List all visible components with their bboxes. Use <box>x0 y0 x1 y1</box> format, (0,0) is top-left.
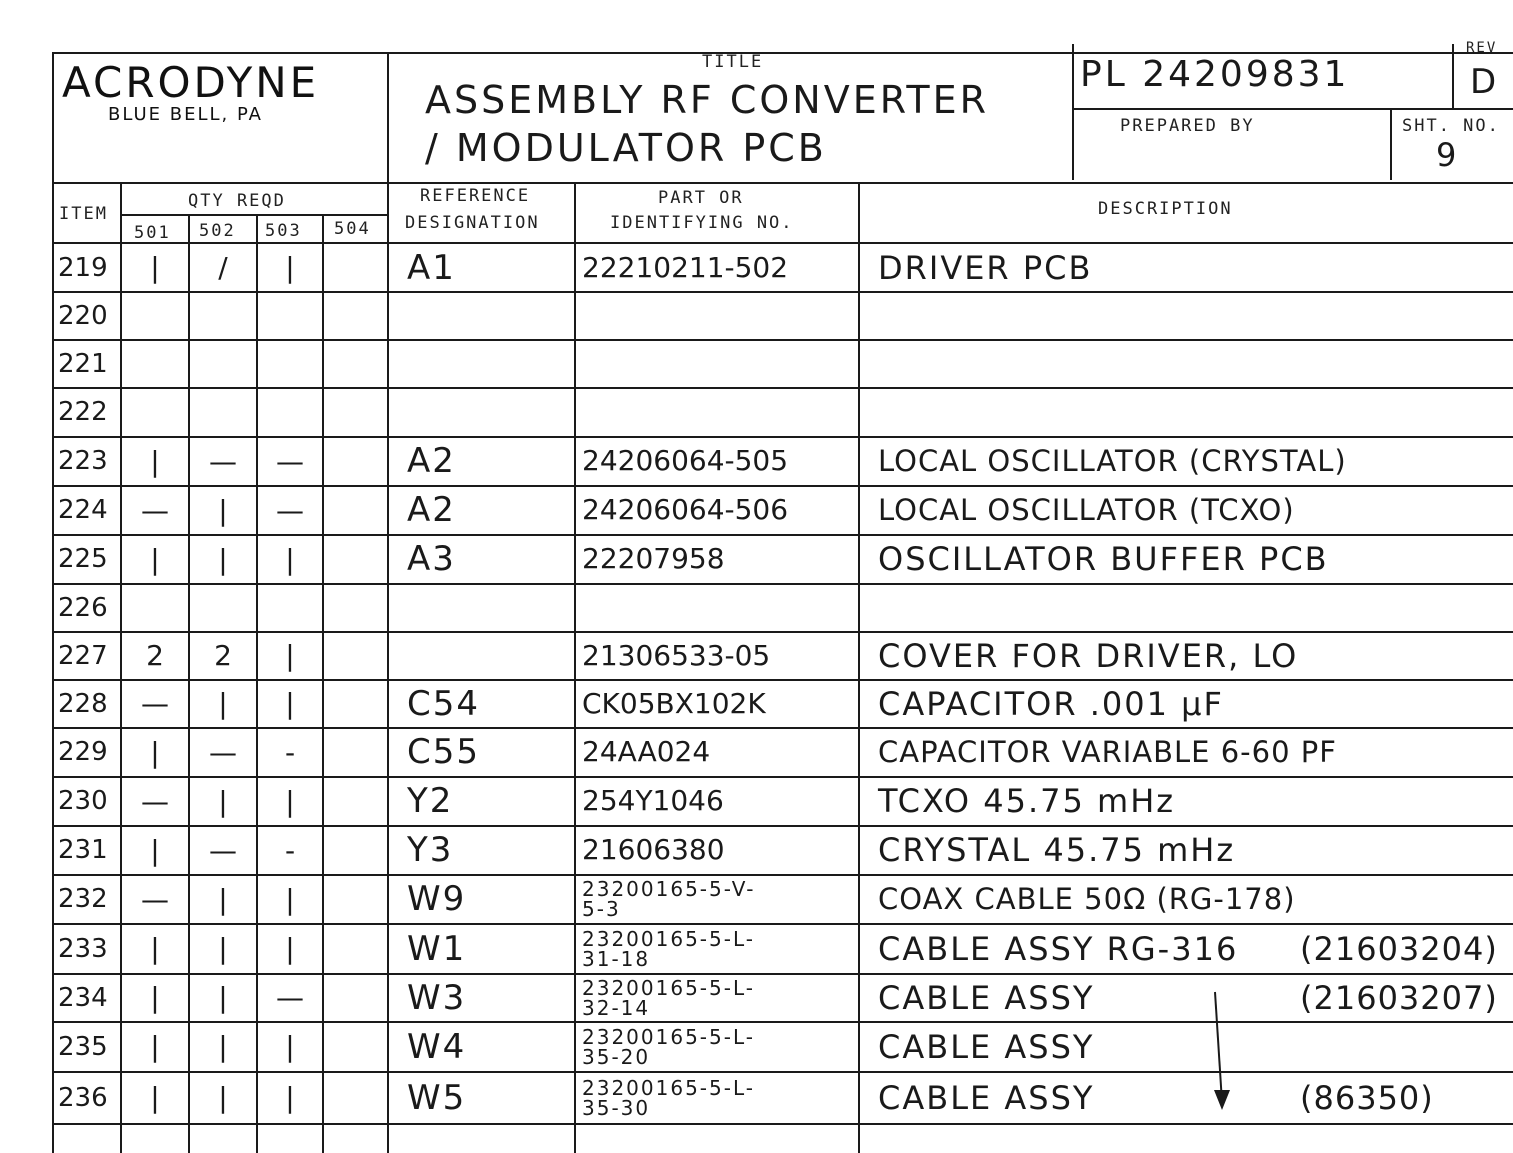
row-228-q504-cell <box>324 680 387 727</box>
row-231-q503-cell: - <box>284 833 296 867</box>
row-231-part-cell: 21606380 <box>582 833 725 866</box>
row-229-q503-cell: - <box>284 735 296 769</box>
row-234-q504-cell <box>324 974 387 1021</box>
company-name: ACRODYNE <box>62 58 320 107</box>
row-230-q501-cell: — <box>141 784 169 818</box>
row-223-ref-cell: A2 <box>407 441 456 481</box>
row-233-q502-cell: | <box>218 932 228 965</box>
row-236-part-cell: 23200165-5-L- 35-30 <box>582 1075 755 1120</box>
row-229-q501-cell: | <box>150 735 160 769</box>
header-bottom-line <box>52 182 1513 184</box>
row-224-q502-cell: | <box>218 493 228 527</box>
row-220-q501-cell <box>122 292 188 339</box>
row-227-item-cell: 227 <box>58 640 108 671</box>
col-502-header: 502 <box>199 221 236 241</box>
row-220-ref-cell <box>389 292 592 339</box>
row-224-desc-cell: LOCAL OSCILLATOR (TCXO) <box>878 493 1295 527</box>
title-line-1: ASSEMBLY RF CONVERTER <box>425 78 989 122</box>
col-part-header-1: PART OR <box>658 188 744 208</box>
row-235-q504-cell <box>324 1022 387 1071</box>
row-232-q504-cell <box>324 875 387 923</box>
header-divider-sht <box>1390 108 1392 180</box>
row-235-item-cell: 235 <box>58 1031 108 1062</box>
row-225-q504-cell <box>324 535 387 583</box>
row-227-q504-cell <box>324 632 387 679</box>
row-225-q501-cell: | <box>150 542 160 576</box>
prepared-by-label: PREPARED BY <box>1120 116 1255 136</box>
rev-value: D <box>1470 62 1497 102</box>
row-224-part-cell: 24206064-506 <box>582 493 789 526</box>
row-219-q501-cell: | <box>150 251 160 284</box>
row-229-q502-cell: — <box>209 735 237 769</box>
row-227-part-cell: 21306533-05 <box>582 638 771 672</box>
rev-label: REV <box>1466 40 1498 56</box>
row-224-q504-cell <box>324 486 387 534</box>
row-219-q503-cell: | <box>285 251 295 284</box>
row-233-q501-cell: | <box>150 932 160 965</box>
title-label: TITLE <box>702 52 764 72</box>
row-226-desc-cell <box>860 584 1513 631</box>
row-228-part-cell: CK05BX102K <box>582 686 766 720</box>
row-221-q502-cell <box>190 340 256 387</box>
row-229-item-cell: 229 <box>58 737 108 767</box>
row-229-desc-cell: CAPACITOR VARIABLE 6-60 PF <box>878 735 1337 769</box>
col-qty-header: QTY REQD <box>188 191 286 211</box>
row-219-ref-cell: A1 <box>407 247 456 288</box>
row-228-item-cell: 228 <box>58 688 108 719</box>
row-234-ref-cell: W3 <box>407 977 467 1018</box>
row-233-q504-cell <box>324 924 387 973</box>
row-226-q502-cell <box>190 584 256 631</box>
row-236-q504-cell <box>324 1072 387 1123</box>
row-222-q502-cell <box>190 388 256 436</box>
row-228-ref-cell: C54 <box>407 683 481 724</box>
row-221-ref-cell <box>389 340 592 387</box>
row-divider-line <box>52 1123 1513 1125</box>
row-232-q502-cell: | <box>218 882 228 916</box>
down-arrow-icon <box>1205 990 1235 1115</box>
row-233-part-cell: 23200165-5-L- 31-18 <box>582 926 755 971</box>
row-234-desc-cell: CABLE ASSY <box>878 978 1095 1017</box>
row-226-part-cell <box>576 584 864 631</box>
row-224-item-cell: 224 <box>58 495 108 525</box>
row-233-ref-cell: W1 <box>407 928 467 969</box>
row-235-q503-cell: | <box>285 1030 295 1063</box>
row-222-item-cell: 222 <box>58 397 108 427</box>
row-226-q504-cell <box>324 584 387 631</box>
row-234-q501-cell: | <box>150 981 160 1014</box>
row-221-q501-cell <box>122 340 188 387</box>
row-228-q501-cell: — <box>141 687 169 720</box>
row-220-part-cell <box>576 292 864 339</box>
row-221-item-cell: 221 <box>58 348 108 379</box>
row-221-q503-cell <box>258 340 322 387</box>
row-222-ref-cell <box>389 388 592 436</box>
row-235-desc-cell: CABLE ASSY <box>878 1027 1095 1066</box>
row-230-q502-cell: | <box>218 784 228 818</box>
row-236-ref-cell: W5 <box>407 1077 467 1118</box>
row-222-part-cell <box>576 388 864 436</box>
row-229-ref-cell: C55 <box>407 732 481 772</box>
row-223-q504-cell <box>324 437 387 485</box>
row-228-q502-cell: | <box>218 687 228 720</box>
row-225-part-cell: 22207958 <box>582 542 725 575</box>
row-225-q502-cell: | <box>218 542 228 576</box>
row-222-q501-cell <box>122 388 188 436</box>
row-231-q504-cell <box>324 826 387 874</box>
row-222-q503-cell <box>258 388 322 436</box>
row-219-q502-cell: / <box>218 251 228 284</box>
row-227-desc-cell: COVER FOR DRIVER, LO <box>878 636 1299 675</box>
row-235-ref-cell: W4 <box>407 1026 467 1067</box>
col-ref-header-1: REFERENCE <box>420 186 531 206</box>
row-226-q503-cell <box>258 584 322 631</box>
row-234-note: (21603207) <box>1300 978 1498 1017</box>
row-219-q504-cell <box>324 244 387 291</box>
col-504-header: 504 <box>334 219 371 239</box>
row-227-ref-cell <box>389 632 592 679</box>
row-231-desc-cell: CRYSTAL 45.75 mHz <box>878 831 1236 869</box>
row-223-q501-cell: | <box>150 444 160 478</box>
row-236-item-cell: 236 <box>58 1082 108 1113</box>
company-location: BLUE BELL, PA <box>108 104 263 125</box>
row-227-q502-cell: 2 <box>214 639 232 672</box>
row-220-desc-cell <box>860 292 1513 339</box>
pl-number: PL 24209831 <box>1080 54 1350 95</box>
row-219-item-cell: 219 <box>58 252 108 283</box>
row-234-q503-cell: — <box>276 981 304 1014</box>
row-222-q504-cell <box>324 388 387 436</box>
row-233-item-cell: 233 <box>58 933 108 964</box>
row-232-item-cell: 232 <box>58 884 108 914</box>
row-230-desc-cell: TCXO 45.75 mHz <box>878 782 1176 820</box>
row-232-part-cell: 23200165-5-V- 5-3 <box>582 877 756 921</box>
row-223-desc-cell: LOCAL OSCILLATOR (CRYSTAL) <box>878 444 1347 478</box>
row-224-q503-cell: — <box>276 493 304 527</box>
title-line-2: / MODULATOR PCB <box>425 126 827 170</box>
row-231-q501-cell: | <box>150 833 160 867</box>
row-230-part-cell: 254Y1046 <box>582 784 724 817</box>
row-222-desc-cell <box>860 388 1513 436</box>
row-228-q503-cell: | <box>285 687 295 720</box>
row-232-q501-cell: — <box>141 882 169 916</box>
row-219-desc-cell: DRIVER PCB <box>878 248 1093 287</box>
header-divider-pl <box>1072 108 1513 110</box>
row-221-part-cell <box>576 340 864 387</box>
row-221-desc-cell <box>860 340 1513 387</box>
row-220-item-cell: 220 <box>58 300 108 331</box>
row-234-q502-cell: | <box>218 981 228 1014</box>
row-220-q504-cell <box>324 292 387 339</box>
row-227-q503-cell: | <box>285 639 295 672</box>
row-236-desc-cell: CABLE ASSY <box>878 1078 1095 1117</box>
row-232-q503-cell: | <box>285 882 295 916</box>
row-223-q503-cell: — <box>276 444 304 478</box>
row-231-ref-cell: Y3 <box>407 830 454 870</box>
row-234-part-cell: 23200165-5-L- 32-14 <box>582 975 755 1020</box>
row-223-q502-cell: — <box>209 444 237 478</box>
row-232-ref-cell: W9 <box>407 879 467 919</box>
row-223-part-cell: 24206064-505 <box>582 444 789 477</box>
sht-no-label: SHT. NO. <box>1402 116 1500 136</box>
row-220-q503-cell <box>258 292 322 339</box>
row-230-item-cell: 230 <box>58 786 108 816</box>
header-divider-2 <box>1072 44 1074 180</box>
row-236-q503-cell: | <box>285 1081 295 1114</box>
col-ref-header-2: DESIGNATION <box>405 213 540 233</box>
row-223-item-cell: 223 <box>58 446 108 476</box>
col-501-header: 501 <box>134 223 171 243</box>
col-part-header-2: IDENTIFYING NO. <box>610 213 794 233</box>
row-233-desc-cell: CABLE ASSY RG-316 <box>878 929 1239 968</box>
row-224-ref-cell: A2 <box>407 490 456 530</box>
row-233-q503-cell: | <box>285 932 295 965</box>
row-219-part-cell: 22210211-502 <box>582 250 789 284</box>
row-234-item-cell: 234 <box>58 982 108 1013</box>
row-227-q501-cell: 2 <box>146 639 164 672</box>
sht-no-value: 9 <box>1436 136 1457 174</box>
row-230-ref-cell: Y2 <box>407 781 454 821</box>
row-231-q502-cell: — <box>209 833 237 867</box>
row-235-q502-cell: | <box>218 1030 228 1063</box>
row-221-q504-cell <box>324 340 387 387</box>
row-233-note: (21603204) <box>1300 929 1498 968</box>
row-229-part-cell: 24AA024 <box>582 735 711 768</box>
row-230-q504-cell <box>324 777 387 825</box>
row-224-q501-cell: — <box>141 493 169 527</box>
row-236-note: (86350) <box>1300 1078 1434 1117</box>
row-225-desc-cell: OSCILLATOR BUFFER PCB <box>878 540 1329 578</box>
row-236-q502-cell: | <box>218 1081 228 1114</box>
row-225-ref-cell: A3 <box>407 539 456 579</box>
row-226-q501-cell <box>122 584 188 631</box>
row-225-q503-cell: | <box>285 542 295 576</box>
row-235-part-cell: 23200165-5-L- 35-20 <box>582 1024 755 1069</box>
row-236-q501-cell: | <box>150 1081 160 1114</box>
row-231-item-cell: 231 <box>58 835 108 865</box>
row-230-q503-cell: | <box>285 784 295 818</box>
row-229-q504-cell <box>324 728 387 776</box>
row-226-ref-cell <box>389 584 592 631</box>
col-503-header: 503 <box>265 221 302 241</box>
col-item-header: ITEM <box>59 204 108 224</box>
row-228-desc-cell: CAPACITOR .001 µF <box>878 684 1224 723</box>
row-220-q502-cell <box>190 292 256 339</box>
col-desc-header: DESCRIPTION <box>1098 199 1233 219</box>
header-divider-rev <box>1452 44 1454 108</box>
row-226-item-cell: 226 <box>58 592 108 623</box>
row-232-desc-cell: COAX CABLE 50Ω (RG-178) <box>878 882 1296 916</box>
row-225-item-cell: 225 <box>58 544 108 574</box>
qty-sub-line <box>120 214 389 216</box>
row-235-q501-cell: | <box>150 1030 160 1063</box>
